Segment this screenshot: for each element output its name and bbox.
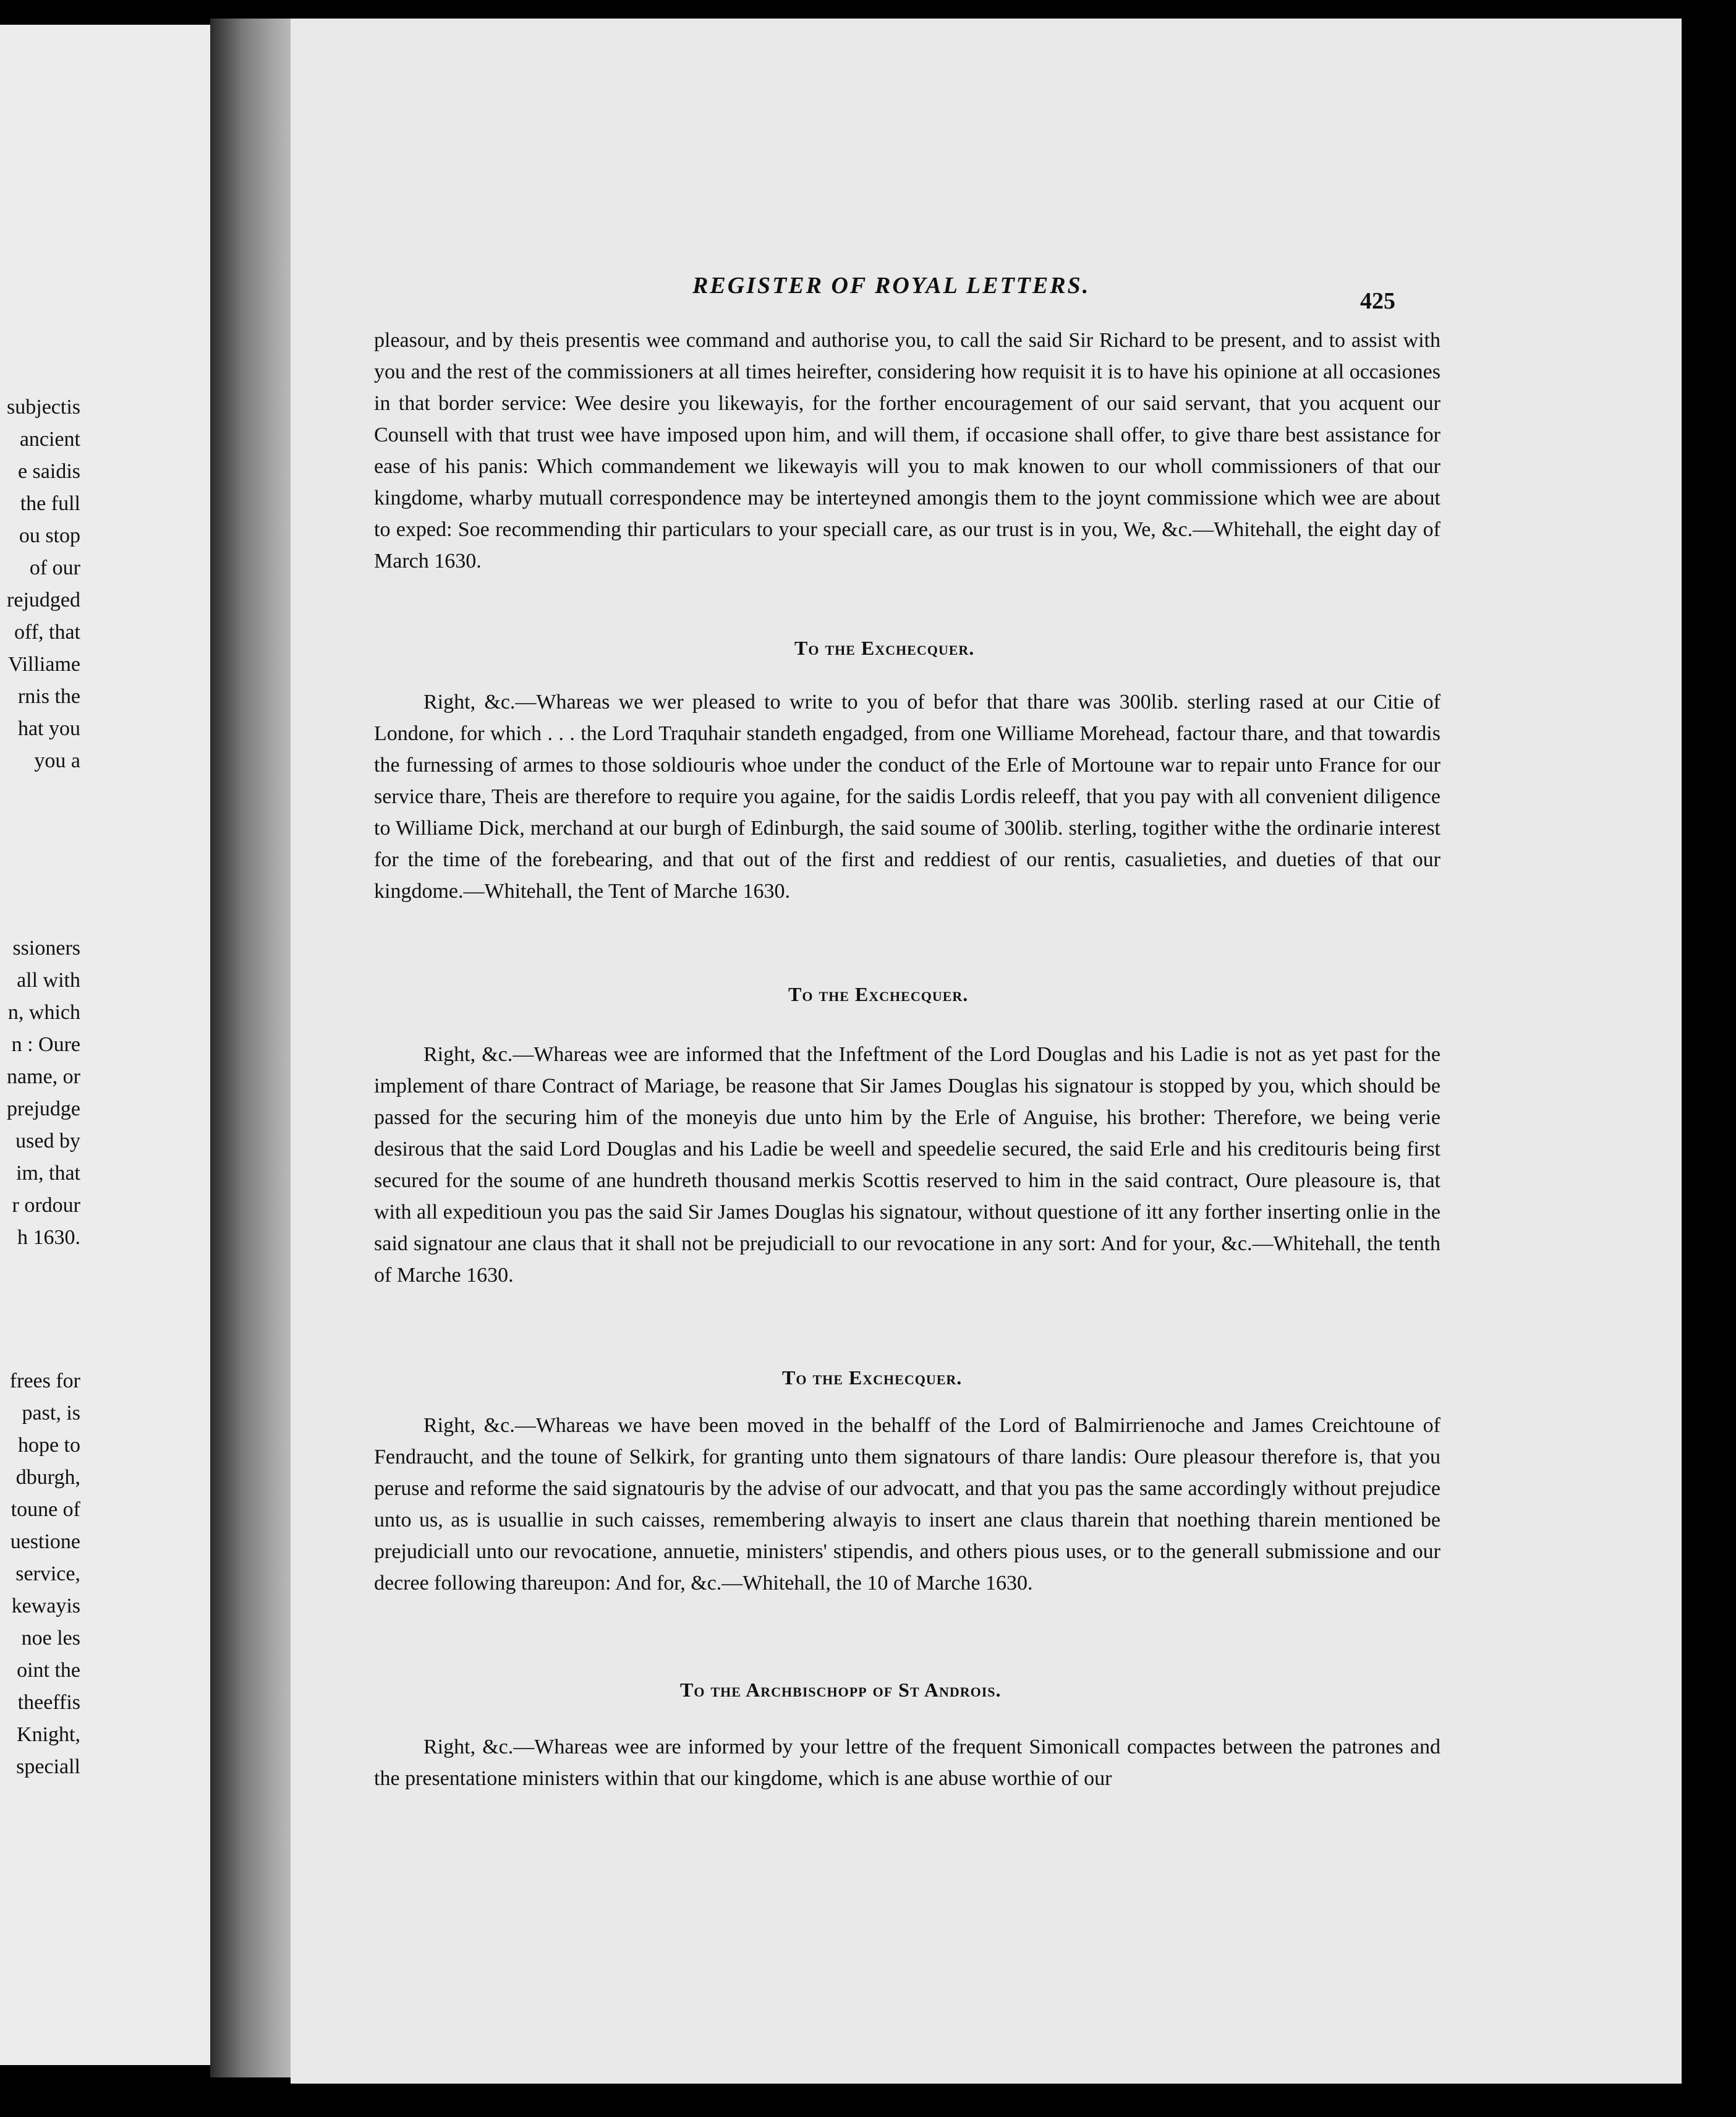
left-page-line: dburgh, [15, 1466, 80, 1489]
left-page-line: Villiame [8, 653, 80, 676]
page-number: 425 [1360, 288, 1395, 314]
heading-exchecquer-3: To the Exchecquer. [782, 1366, 963, 1389]
book-gutter [210, 19, 303, 2077]
left-page-line: service, [15, 1562, 80, 1585]
left-page-line: ssioners [12, 937, 80, 960]
running-head: REGISTER OF ROYAL LETTERS. [692, 273, 1091, 299]
left-page-line: uestione [10, 1530, 80, 1553]
paragraph-2: Right, &c.—Whareas wee are informed that the Infeftment of the Lord Douglas and his Ladie is not as yet past for the implement of thare Contract of Mariage, be reasone that Sir James Douglas his signatour is stopped by you, which should be passed for the securing him of the moneyis due unto him by the Erle of Anguise, his brother: Therefore, we being verie desirous that the said Lord Douglas and his Ladie be weell and speedelie secured, the said Erle and his creditouris being first secured for the soume of ane hundreth thousand merkis Scottis reserved to him in the said contract, Oure pleasoure is, that with all expeditioun you pas the said Sir James Douglas his signatour, without questione of itt any forther inserting onlie in the said signatour ane claus that it shall not be prejudiciall to our revocatione in any sort: And for your, &c.—Whitehall, the tenth of Marche 1630. [374, 1043, 1440, 1287]
left-page-line: theeffis [17, 1691, 80, 1714]
left-page-line: all with [17, 969, 80, 992]
left-page-line: speciall [16, 1755, 80, 1778]
left-page-line: the full [20, 492, 80, 515]
left-page-line: e saidis [17, 460, 80, 483]
left-page-line: toune of [11, 1498, 80, 1521]
left-page-line: hat you [17, 717, 80, 740]
left-page-line: n, which [7, 1001, 80, 1024]
left-page-line: off, that [14, 621, 80, 644]
paragraph-1: Right, &c.—Whareas we wer pleased to write to you of befor that thare was 300lib. sterling rased at our Citie of Londone, for which . . . the Lord Traquhair standeth engadged, from one Williame Morehead, factour thare, and that towardis the furnessing of armes to those soldiouris whoe under the conduct of the Erle of Mortoune war to repair unto France for our service thare, Theis are therefore to require you againe, for the saidis Lordis releeff, that you pay with all convenient diligence to Williame Dick, merchand at our burgh of Edinburgh, the said soume of 300lib. sterling, togither withe the ordinarie interest for the time of the forebearing, and that out of the first and reddiest of our rentis, casualieties, and dueties of that our kingdome.—Whitehall, the Tent of Marche 1630. [374, 691, 1440, 903]
left-page-line: rejudged [7, 589, 80, 611]
paragraph-intro: pleasour, and by theis presentis wee command and authorise you, to call the said Sir Richard to be present, and to assist with you and the rest of the commissioners at all times heirefter, considering how requisit it is to have his opinione at all occasiones in that border service: Wee desire you likewayis, for the forther encouragement of our said servant, that you acquent our Counsell with that trust wee have imposed upon him, and will them, if occasione shall offer, to give thare best assistance for ease of his panis: Which commandement we likewayis will you to mak knowen to our wholl commissioners of that our kingdome, wharby mutuall correspondence may be interteyned amongis them to the joynt commissione which wee are about to exped: Soe recommending thir particulars to your speciall care, as our trust is in you, We, &c.—Whitehall, the eight day of March 1630. [374, 329, 1440, 573]
left-page-line: ou stop [19, 524, 80, 547]
left-page-line: h 1630. [17, 1226, 80, 1249]
heading-exchecquer-2: To the Exchecquer. [788, 983, 969, 1005]
heading-archbischopp: To the Archbischopp of St Androis. [680, 1679, 1002, 1701]
left-page-line: used by [15, 1130, 80, 1152]
left-page-line: noe les [21, 1627, 80, 1650]
left-page-line: n : Oure [11, 1033, 80, 1056]
left-page-line: im, that [16, 1162, 80, 1185]
left-page-line: hope to [17, 1434, 80, 1457]
left-page-line: rnis the [17, 685, 80, 708]
left-page-line: you a [34, 749, 80, 772]
left-page-line: oint the [17, 1659, 80, 1682]
paragraph-3: Right, &c.—Whareas we have been moved in the behalff of the Lord of Balmirrienoche and James Creichtoune of Fendraucht, and the toune of Selkirk, for granting unto them signatours of thare landis: Oure pleasour therefore is, that you peruse and reforme the said signatouris by the advise of our advocatt, and that you pas the same accordingly without prejudice unto us, as is usuallie in such caisses, remembering alwayis to insert ane claus tharein that noething tharein mentioned be prejudiciall unto our revocatione, annuetie, ministers' stipendis, and others pious uses, or to the generall submissione and our decree following thareupon: And for, &c.—Whitehall, the 10 of Marche 1630. [374, 1414, 1440, 1595]
left-page-line: r ordour [12, 1194, 80, 1217]
left-page-line: kewayis [11, 1595, 80, 1617]
left-page-line: of our [29, 556, 80, 579]
left-page-line: Knight, [17, 1723, 80, 1746]
left-page-line: ancient [19, 428, 80, 451]
left-page-text [0, 0, 80, 2117]
left-page-line: past, is [22, 1402, 80, 1425]
left-page-line: prejudge [7, 1097, 80, 1120]
paragraph-4: Right, &c.—Whareas wee are informed by your lettre of the frequent Simonicall compactes between the patrones and the presentatione ministers within that our kingdome, which is ane abuse worthie of our [374, 1736, 1440, 1790]
left-page-line: subjectis [7, 396, 80, 419]
heading-exchecquer-1: To the Exchecquer. [794, 637, 975, 659]
left-page-line: frees for [9, 1369, 80, 1392]
left-page-line: name, or [7, 1065, 80, 1088]
